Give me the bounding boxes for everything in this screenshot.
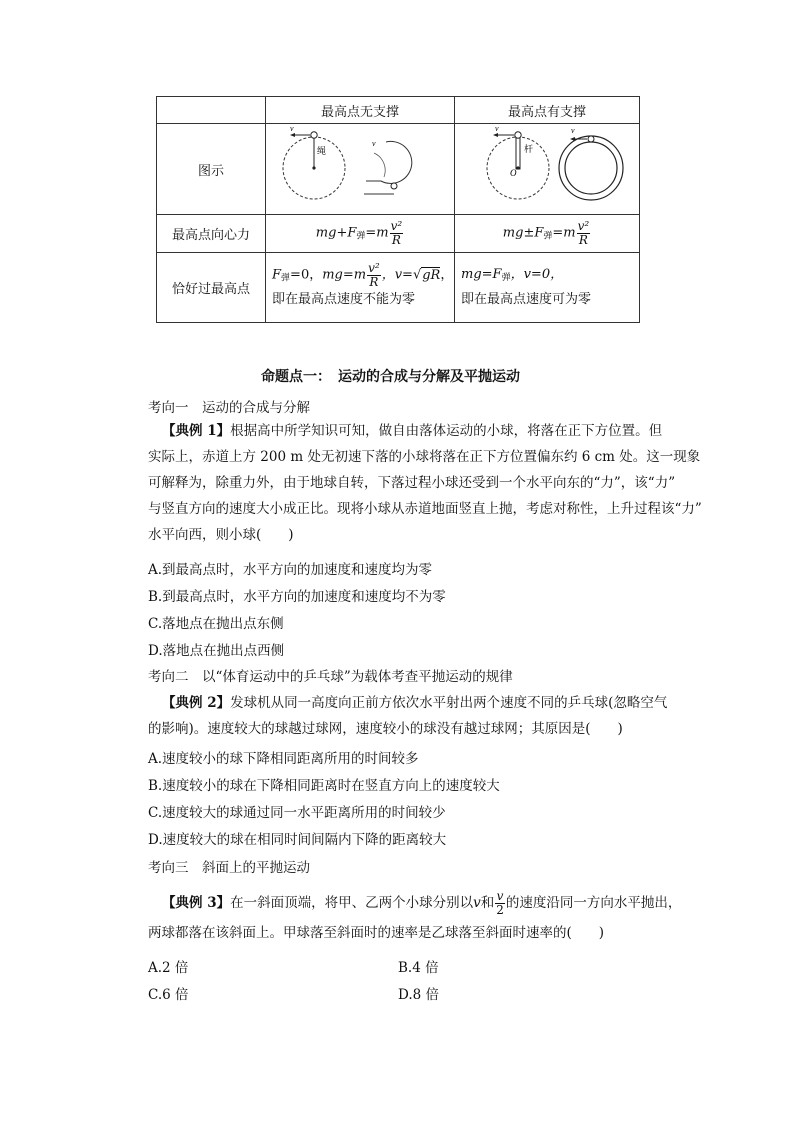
arrow-head [290,133,295,137]
fraction-v2-r: $\frac{\text{v²}}{R}$ [368,261,380,289]
label-v-tube: v [571,126,575,135]
label-rod: 杆 [524,145,534,155]
q3-direction: 考向三 斜面上的平抛运动 [148,860,310,876]
eq-mg: mg [315,226,337,241]
row-label-force: 最高点向心力 [157,215,266,253]
q2-option-c[interactable]: C.速度较大的球通过同一水平距离所用的时间较少 [148,805,446,821]
table-header-blank [157,97,266,124]
arrow-head [493,133,498,137]
q2-stem: 【典例 2】发球机从同一高度向正前方依次水平射出两个速度不同的乒乓球(忽略空气 的影响)。速度较大的球越过球网，速度较小的球没有越过球网；其原因是( ) [148,695,668,737]
ball-tube [588,136,594,142]
q3-option-a[interactable]: A.2 倍 [148,960,189,976]
force-no-support [266,215,455,253]
critical-no-support: $F_弹=0$，mg=m $\frac{\text{v²}}{R}$ ，v=√gR， 即在最高点速度不能为零 [266,253,455,323]
table-header-no-support: 最高点无支撑 [266,97,455,124]
q1-option-c[interactable]: C.落地点在抛出点东侧 [148,616,284,632]
center-point [516,166,519,169]
q3-tag: 【典例 3】 [162,895,231,911]
ball-top [311,132,317,138]
q1-options [148,557,446,665]
eq-f: F [347,226,357,241]
label-v-track: v [372,139,376,148]
sqrt-sign: √ [412,267,422,283]
q3-option-b[interactable]: B.4 倍 [398,960,439,976]
comparison-table [156,96,640,323]
fraction-v2-r: $\frac{\text{v²}}{R}$ [577,219,590,247]
label-v: v [495,124,499,133]
figure-rope-diagram [266,124,452,210]
eq-plus: + [336,226,348,241]
q3-option-c[interactable]: C.6 倍 [148,987,189,1003]
q1-stem: 【典例 1】根据高中所学知识可知，做自由落体运动的小球，将落在正下方位置。但 实际上，赤道上方 200 m 处无初速下落的小球将落在正下方位置偏东约 6 cm 处。这一现象 可解释为，除重力外，由于地球自转，下落过程小球还受到一个水平向东的“力”，该“力” 与竖直方向的速度大小成正比。现将小球从赤道地面竖直上抛，考虑对称性，上升过程该“力” 水平向西，则小球( ) [148,423,702,543]
figure-with-support [455,124,640,215]
rod [516,136,520,169]
q2-option-a[interactable]: A.速度较小的球下降相同距离所用的时间较多 [148,751,419,767]
eq-mg-pm-f: mg±F [502,226,544,241]
q3-stem: 【典例 3】在一斜面顶端，将甲、乙两个小球分别以v和 $\frac{v}{2}$ 的速度沿同一方向水平抛出， 两球都落在该斜面上。甲球落至斜面时的速率是乙球落至斜面时速率的( ) [148,889,682,941]
q1-direction: 考向一 运动的合成与分解 [148,400,310,416]
label-o: O [510,168,517,178]
eq-m: =m [365,226,389,241]
q2-tag: 【典例 2】 [162,695,231,711]
center-point [312,166,315,169]
q2-options [148,746,500,854]
section-title: 命题点一： 运动的合成与分解及平抛运动 [261,369,520,385]
q1-option-a[interactable]: A.到最高点时，水平方向的加速度和速度均为零 [148,562,433,578]
q2-direction: 考向二 以“体育运动中的乒乓球”为载体考查平抛运动的规律 [148,669,513,685]
fraction-v2-r: $\frac{\text{v²}}{R}$ [390,219,403,247]
q3-option-d[interactable]: D.8 倍 [398,987,440,1003]
tube-inner [565,142,617,194]
arrow-head [570,137,575,141]
q2-option-d[interactable]: D.速度较大的球在相同时间间隔内下降的距离较大 [148,832,447,848]
force-with-support [455,215,640,253]
eq-m: =m [552,226,576,241]
q2-option-b[interactable]: B.速度较小的球在下降相同距离时在竖直方向上的速度较大 [148,778,500,794]
track-arc-inner [374,153,385,177]
eq-sub: 弹 [543,232,553,242]
q1-option-b[interactable]: B.到最高点时，水平方向的加速度和速度均不为零 [148,589,446,605]
q3-options [148,955,498,1009]
fraction-v-over-2: $\frac{v}{2}$ [496,889,504,917]
figure-no-support [266,124,455,215]
ball-top-rod [515,132,521,138]
critical-with-support-note: 即在最高点速度可为零 [461,291,592,307]
table-header-with-support: 最高点有支撑 [455,97,640,124]
q1-option-d[interactable]: D.落地点在抛出点西侧 [148,643,285,659]
figure-rod-diagram [455,124,637,210]
label-v: v [290,124,294,133]
label-rope: 绳 [317,147,327,157]
eq-sub: 弹 [356,232,366,242]
q1-tag: 【典例 1】 [162,423,231,439]
critical-with-support: $mg=F_弹$，v=0， 即在最高点速度可为零 [455,253,640,323]
ball-track [391,183,397,189]
row-label-critical: 恰好过最高点 [157,253,266,323]
critical-no-support-note: 即在最高点速度不能为零 [272,292,416,308]
row-label-figure: 图示 [157,124,266,215]
tube-outer [559,136,623,200]
